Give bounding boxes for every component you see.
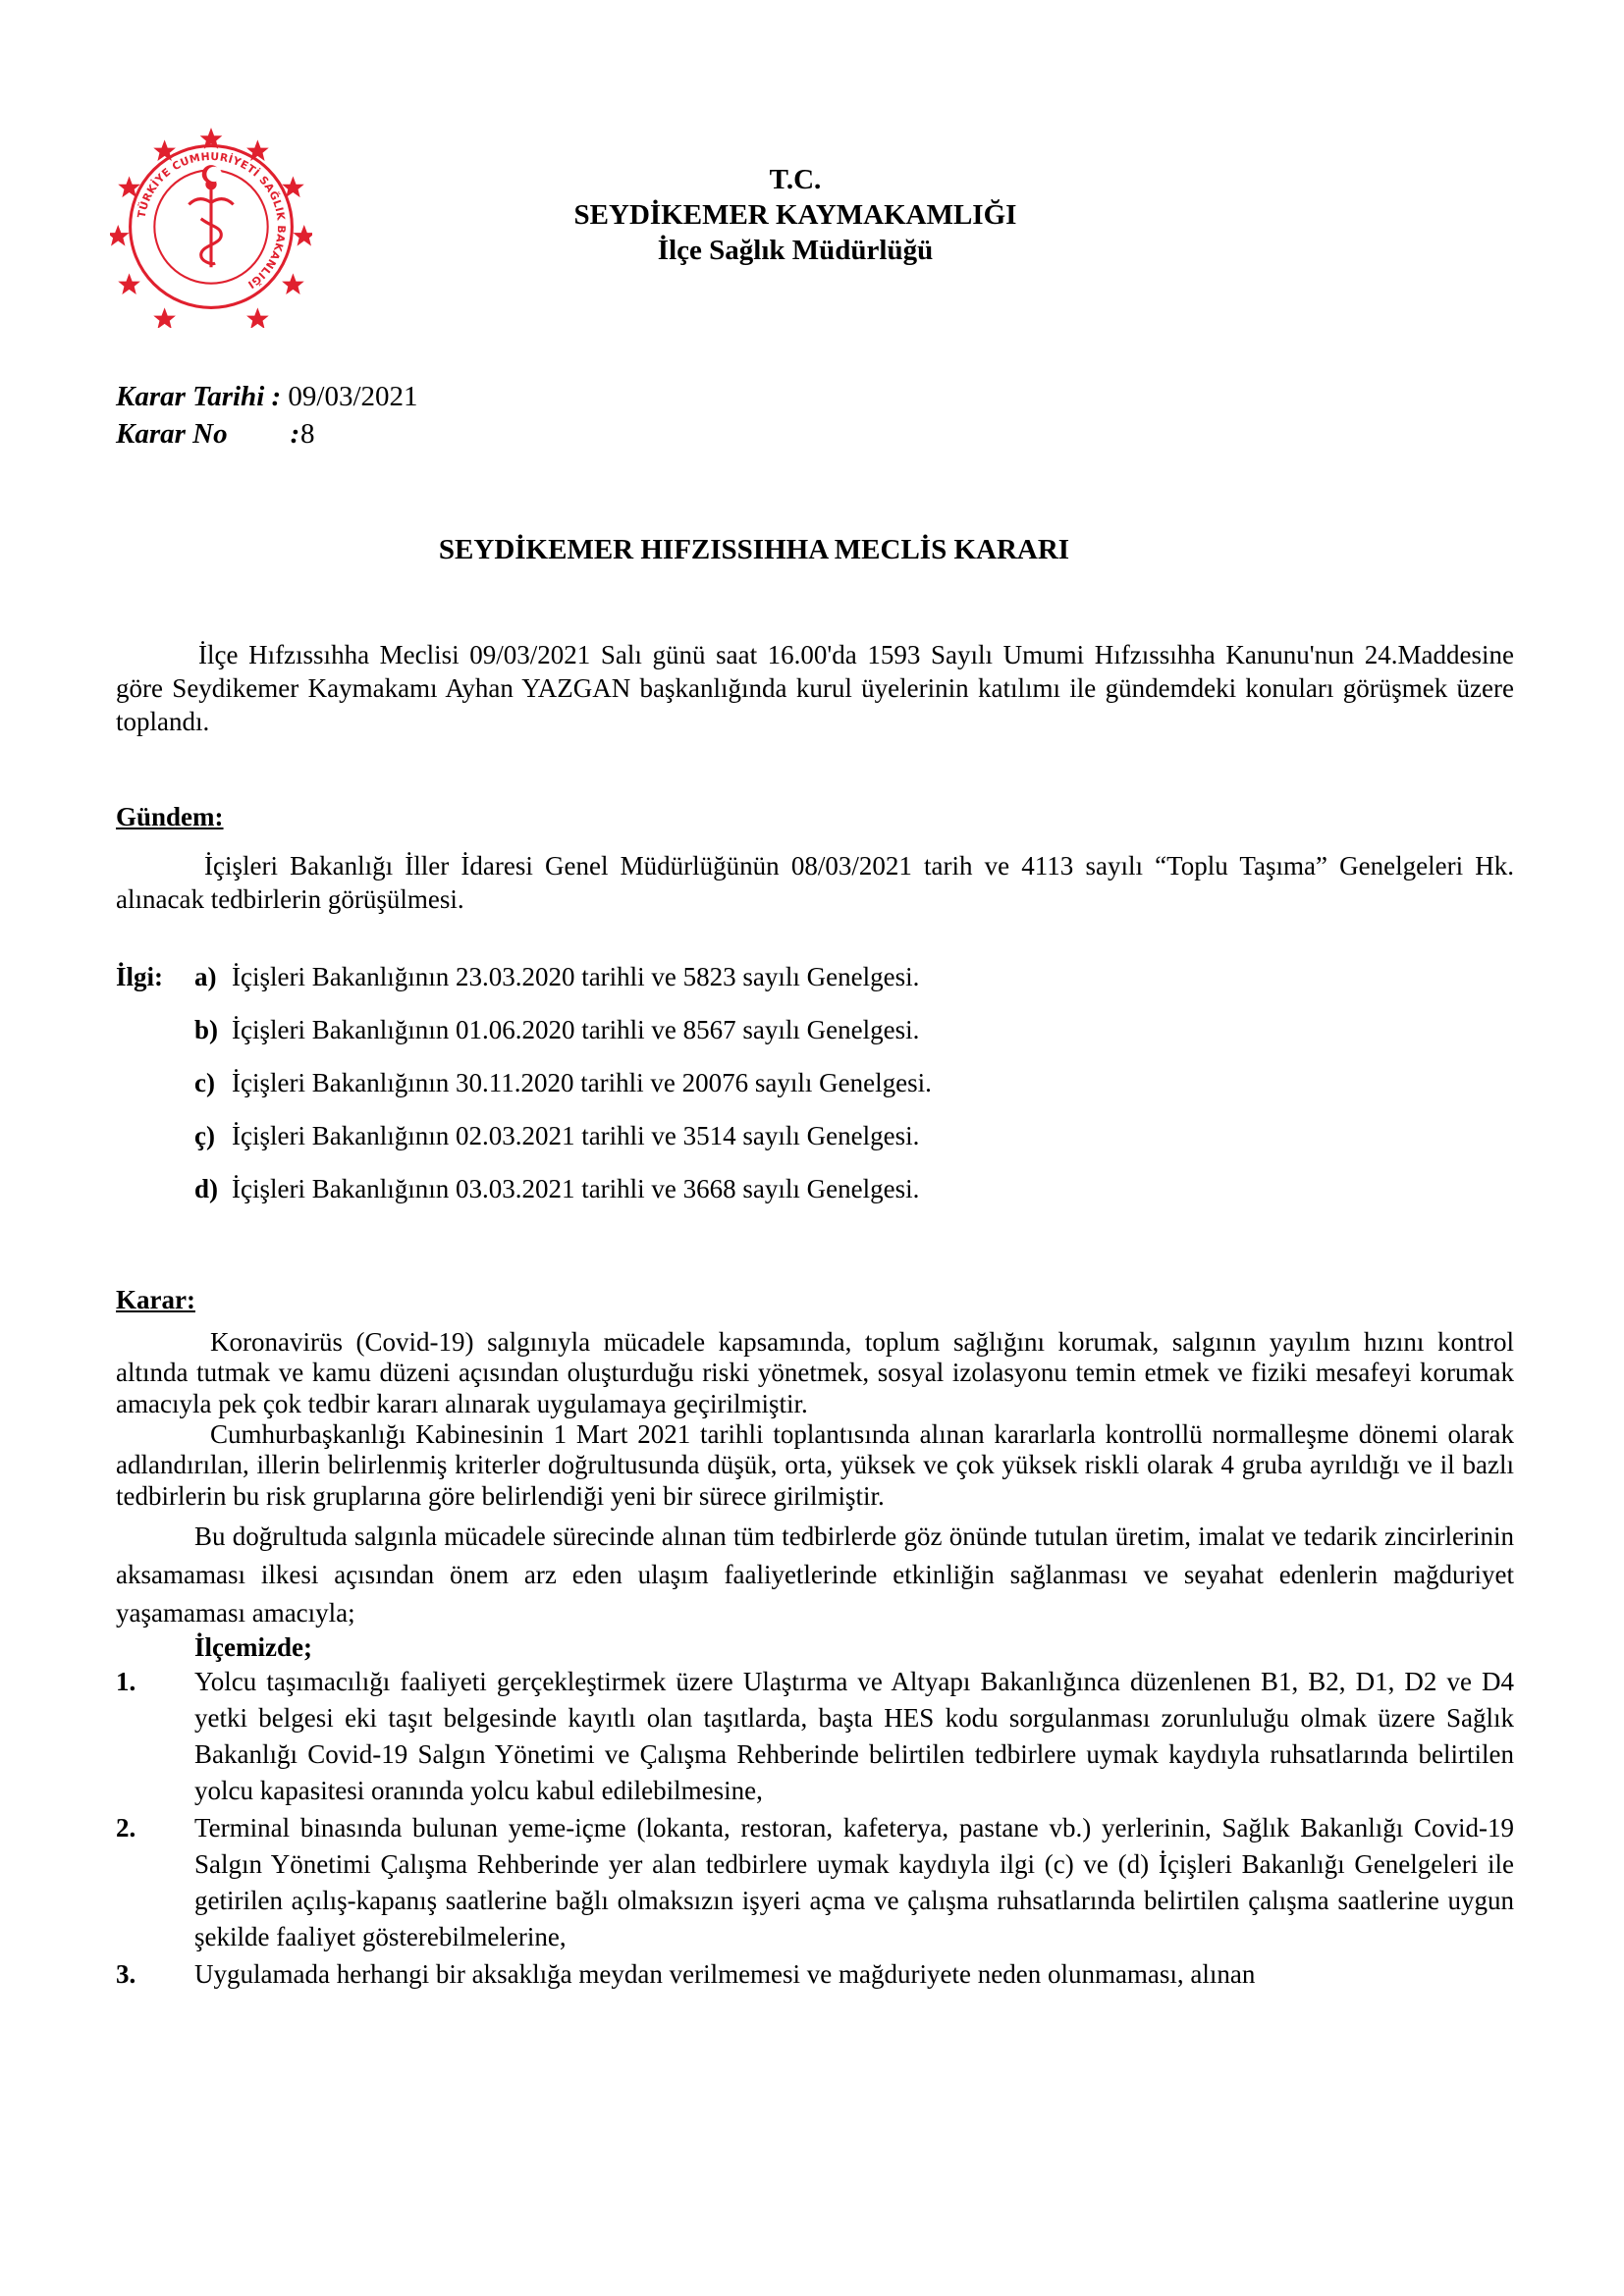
decision-paragraph: Koronavirüs (Covid-19) salgınıyla mücadele kapsamında, toplum sağlığını korumak, salgının yayılım hızını kontrol altında tutmak ve kamu düzeni açısından oluşturduğu riski yönetmek, sosyal izolasyonu temin etmek ve fiziki mesafeyi korumak amacıyla pek çok tedbir kararı alınarak uygulamaya geçirilmiştir. <box>116 1327 1514 1418</box>
agenda-heading: Gündem: <box>116 802 224 831</box>
decision-item <box>116 1956 1514 1993</box>
decision-no-label: Karar No <box>116 418 228 450</box>
reference-letter: c) <box>194 1068 215 1097</box>
decision-item <box>116 1664 1514 1810</box>
reference-label: İlgi: <box>116 962 164 991</box>
reference-text: İçişleri Bakanlığının 30.11.2020 tarihli ve 20076 sayılı Genelgesi. <box>232 1068 932 1097</box>
document-title: SEYDİKEMER HIFZISSIHHA MECLİS KARARI <box>438 534 1070 565</box>
reference-item <box>116 1119 1514 1172</box>
reference-item <box>116 1013 1514 1066</box>
decision-item-text: Uygulamada herhangi bir aksaklığa meydan verilmemesi ve mağduriyete neden olunmaması, alınan <box>194 1958 1256 1989</box>
decision-meta <box>116 378 418 453</box>
decision-no-row <box>116 415 418 453</box>
decision-item-number: 2. <box>116 1812 136 1842</box>
decision-items <box>116 1664 1514 1993</box>
document-header <box>442 162 1149 268</box>
reference-item <box>116 960 1514 1013</box>
decision-paragraph: Bu doğrultuda salgınla mücadele sürecinde alınan tüm tedbirlerde göz önünde tutulan üretim, imalat ve tedarik zincirlerinin aksamaması ilkesi açısından önem arz eden ulaşım faaliyetlerinde etkinliğin sağlanması ve seyahat edenlerin mağduriyet yaşamaması amacıyla; <box>116 1521 1514 1629</box>
reference-list <box>116 960 1514 1225</box>
agenda-text: İçişleri Bakanlığı İller İdaresi Genel Müdürlüğünün 08/03/2021 tarih ve 4113 sayılı “Toplu Taşıma” Genelgeleri Hk. alınacak tedbirlerin görüşülmesi. <box>116 851 1514 915</box>
reference-letter: d) <box>194 1174 219 1203</box>
decision-no-value: 8 <box>300 418 315 450</box>
decision-item-number: 3. <box>116 1958 136 1989</box>
decision-item-text: Yolcu taşımacılığı faaliyeti gerçekleştirmek üzere Ulaştırma ve Altyapı Bakanlığınca düzenlenen B1, B2, D1, D2 ve D4 yetki belgesi eki taşıt belgesinde kayıtlı olan taşıtlarda, başta HES kodu sorgulanması zorunluluğu olmak üzere Sağlık Bakanlığı Covid-19 Salgın Yönetimi ve Çalışma Rehberinde belirtilen tedbirlere uymak kaydıyla ruhsatlarında belirtilen yolcu kapasitesi oranında yolcu kabul edilebilmesine, <box>194 1666 1514 1806</box>
reference-item <box>116 1066 1514 1119</box>
decision-body <box>116 1327 1514 1993</box>
reference-text: İçişleri Bakanlığının 23.03.2020 tarihli ve 5823 sayılı Genelgesi. <box>232 962 920 991</box>
decision-no-sep: : <box>290 418 300 450</box>
intro-paragraph: İlçe Hıfzıssıhha Meclisi 09/03/2021 Salı günü saat 16.00'da 1593 Sayılı Umumi Hıfzıssıhha Kanunu'nun 24.Maddesine göre Seydikemer Kaymakamı Ayhan YAZGAN başkanlığında kurul üyelerinin katılımı ile gündemdeki konuları görüşmek üzere toplandı. <box>116 640 1514 737</box>
crescent-star-icon <box>202 165 222 184</box>
reference-item <box>116 1172 1514 1225</box>
decision-date-row <box>116 378 418 415</box>
decision-item-number: 1. <box>116 1666 136 1696</box>
decision-item-text: Terminal binasında bulunan yeme-içme (lokanta, restoran, kafeterya, pastane vb.) yerlerinin, Sağlık Bakanlığı Covid-19 Salgın Yönetimi Çalışma Rehberinde yer alan tedbirlere uymak kaydıyla ilgi (c) ve (d) İçişleri Bakanlığı Genelgeleri ile getirilen açılış-kapanış saatlerine bağlı olmaksızın işyeri açma ve çalışma ruhsatlarında belirtilen çalışma saatlerine uygun şekilde faaliyet gösterebilmelerine, <box>194 1812 1514 1952</box>
caduceus-icon <box>189 181 233 268</box>
decision-paragraph: Cumhurbaşkanlığı Kabinesinin 1 Mart 2021 tarihli toplantısında alınan kararlarla kontrollü normalleşme dönemi olarak adlandırılan, illerin belirlenmiş kriterler doğrultusunda düşük, orta, yüksek ve çok yüksek riskli olarak 4 gruba ayrıldığı ve il bazlı tedbirlerin bu risk gruplarına göre belirlendiği yeni bir sürece girilmiştir. <box>116 1418 1514 1511</box>
logo-ring-text: TÜRKİYE CUMHURİYETİ SAĞLIK BAKANLIĞI <box>135 149 289 292</box>
header-department: İlçe Sağlık Müdürlüğü <box>657 235 934 266</box>
reference-text: İçişleri Bakanlığının 01.06.2020 tarihli ve 8567 sayılı Genelgesi. <box>232 1015 920 1044</box>
reference-letter: b) <box>194 1015 219 1044</box>
decision-heading: Karar: <box>116 1285 195 1314</box>
header-institution: SEYDİKEMER KAYMAKAMLIĞI <box>573 199 1017 231</box>
reference-text: İçişleri Bakanlığının 03.03.2021 tarihli ve 3668 sayılı Genelgesi. <box>232 1174 920 1203</box>
reference-letter: ç) <box>194 1121 215 1150</box>
header-country: T.C. <box>769 164 822 195</box>
decision-item <box>116 1810 1514 1956</box>
decision-date-label: Karar Tarihi : <box>116 381 282 412</box>
ministry-of-health-logo <box>110 126 312 328</box>
district-heading: İlçemizde; <box>194 1632 312 1663</box>
reference-text: İçişleri Bakanlığının 02.03.2021 tarihli ve 3514 sayılı Genelgesi. <box>232 1121 920 1150</box>
decision-date-value: 09/03/2021 <box>288 381 418 412</box>
reference-letter: a) <box>194 962 217 991</box>
